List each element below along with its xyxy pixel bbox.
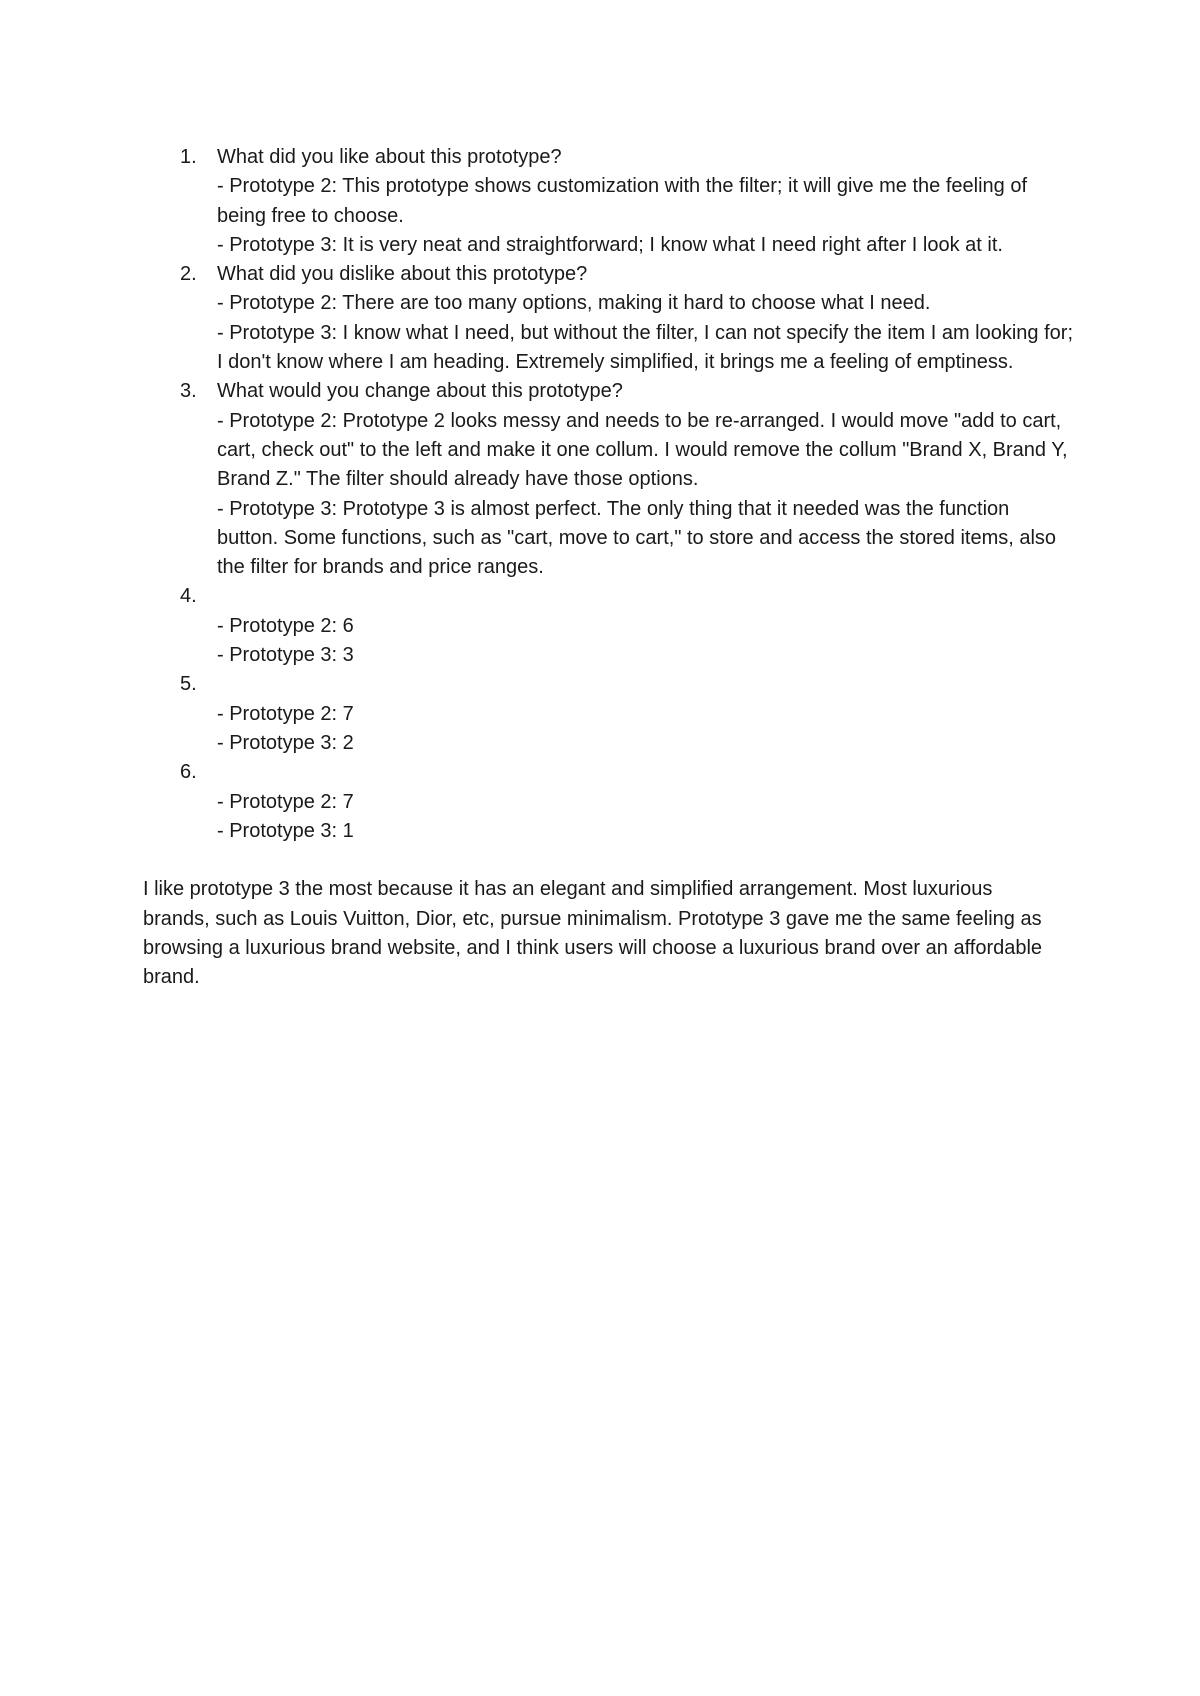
answer-text: - Prototype 3: Prototype 3 is almost perfect. The only thing that it needed was the function button. Some functions, such as "cart, move to cart," to store and access the stored items, also the filter for brands and price ranges. [217,497,1057,579]
answer-text: - Prototype 3: 3 [217,644,354,667]
answer-text: - Prototype 3: It is very neat and straightforward; I know what I need right after I look at it. [217,233,1003,256]
document-body [143,143,1073,1013]
item-number: 2. [180,263,197,286]
question-text [217,758,1073,787]
answer-text: - Prototype 2: 7 [217,790,354,813]
list-item [143,377,1073,582]
list-item [143,582,1073,670]
question-text [217,670,1073,699]
item-number: 5. [180,673,197,696]
list-item [143,143,1073,260]
answer-text: - Prototype 2: 6 [217,614,354,637]
answer-text: - Prototype 2: This prototype shows customization with the filter; it will give me the feeling of being free to choose. [217,175,1027,227]
list-item [143,758,1073,846]
question-list [143,143,1073,846]
item-number: 1. [180,146,197,168]
list-item [143,670,1073,758]
question-text: What would you change about this prototype? [217,380,623,403]
answer-text: - Prototype 3: 1 [217,819,354,842]
item-number: 6. [180,761,197,784]
answer-text: - Prototype 2: 7 [217,702,354,725]
item-number: 4. [180,585,197,608]
question-text [217,582,1073,611]
list-item [143,260,1073,377]
answer-text: - Prototype 3: 2 [217,731,354,754]
question-text: What did you like about this prototype? [217,146,562,168]
closing-paragraph: I like prototype 3 the most because it has an elegant and simplified arrangement. Most luxurious brands, such as Louis Vuitton, Dior, etc, pursue minimalism. Prototype 3 gave me the same feeling as browsing a luxurious brand website, and I think users will choose a luxurious brand over an affordable brand. [143,878,1043,989]
answer-text: - Prototype 2: Prototype 2 looks messy and needs to be re-arranged. I would move "add to cart, cart, check out" to the left and make it one collum. I would remove the collum "Brand X, Brand Y, Brand Z." The filter should already have those options. [217,409,1068,491]
answer-text: - Prototype 3: I know what I need, but without the filter, I can not specify the item I am looking for; I don't know where I am heading. Extremely simplified, it brings me a feeling of emptiness. [217,321,1073,374]
question-text: What did you dislike about this prototype? [217,263,588,286]
item-number: 3. [180,380,197,403]
answer-text: - Prototype 2: There are too many options, making it hard to choose what I need. [217,292,931,315]
